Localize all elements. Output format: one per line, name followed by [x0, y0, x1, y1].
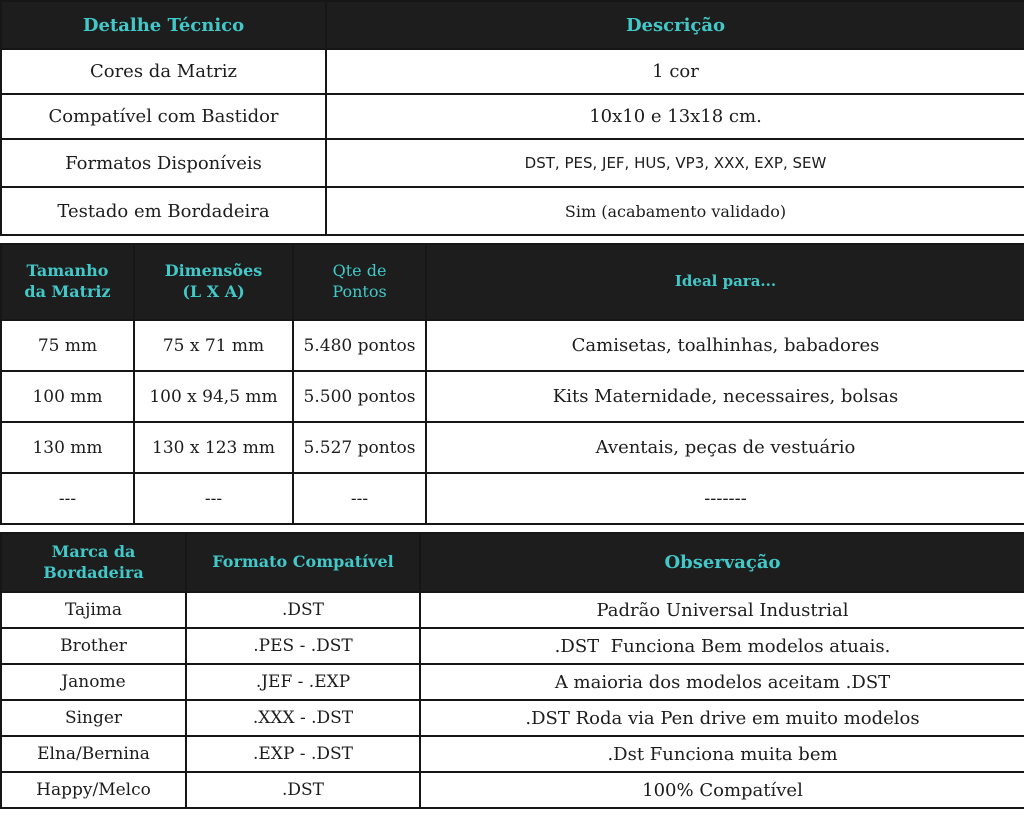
- detail-value: DST, PES, JEF, HUS, VP3, XXX, EXP, SEW: [326, 139, 1024, 187]
- observation-cell: 100% Compatível: [420, 772, 1024, 808]
- brand-cell: Brother: [1, 628, 186, 664]
- brand-header-line1: Marca da: [51, 541, 136, 561]
- table-row: [1, 628, 1024, 664]
- observation-cell: .DST Roda via Pen drive em muito modelos: [420, 700, 1024, 736]
- dimensions-cell: 75 x 71 mm: [134, 320, 293, 371]
- detail-label: Cores da Matriz: [1, 49, 326, 94]
- brand-cell: Happy/Melco: [1, 772, 186, 808]
- table-row: [1, 371, 1024, 422]
- size-header-line2: da Matriz: [24, 282, 111, 301]
- format-header: Formato Compatível: [186, 533, 420, 592]
- header-row: [1, 244, 1024, 320]
- table-row: [1, 736, 1024, 772]
- size-cell: 130 mm: [1, 422, 134, 473]
- dimensions-cell: 100 x 94,5 mm: [134, 371, 293, 422]
- table-row: [1, 320, 1024, 371]
- table-row: [1, 700, 1024, 736]
- detail-label: Compatível com Bastidor: [1, 94, 326, 139]
- observation-cell: .DST Funciona Bem modelos atuais.: [420, 628, 1024, 664]
- table-row: [1, 187, 1024, 235]
- description-header: Descrição: [326, 1, 1024, 49]
- table-row: [1, 664, 1024, 700]
- brand-cell: Tajima: [1, 592, 186, 628]
- matrix-sizes-table: [0, 243, 1024, 525]
- ideal-for-header: Ideal para...: [426, 244, 1024, 320]
- ideal-for-cell: Aventais, peças de vestuário: [426, 422, 1024, 473]
- observation-cell: .Dst Funciona muita bem: [420, 736, 1024, 772]
- dimensions-header-line1: Dimensões: [164, 261, 263, 281]
- format-cell: .JEF - .EXP: [186, 664, 420, 700]
- table-row: [1, 49, 1024, 94]
- dimensions-cell: ---: [134, 473, 293, 524]
- dimensions-cell: 130 x 123 mm: [134, 422, 293, 473]
- brand-header: [1, 533, 186, 592]
- detail-value: Sim (acabamento validado): [326, 187, 1024, 235]
- dimensions-header: [134, 244, 293, 320]
- points-cell: 5.480 pontos: [293, 320, 426, 371]
- detail-value: 1 cor: [326, 49, 1024, 94]
- ideal-for-cell: Kits Maternidade, necessaires, bolsas: [426, 371, 1024, 422]
- format-cell: .DST: [186, 772, 420, 808]
- points-cell: 5.500 pontos: [293, 371, 426, 422]
- table-row: [1, 772, 1024, 808]
- observation-header: Observação: [420, 533, 1024, 592]
- header-row: [1, 533, 1024, 592]
- table-row: [1, 422, 1024, 473]
- observation-cell: Padrão Universal Industrial: [420, 592, 1024, 628]
- brand-cell: Janome: [1, 664, 186, 700]
- format-cell: .PES - .DST: [186, 628, 420, 664]
- detail-header: Detalhe Técnico: [1, 1, 326, 49]
- format-cell: .EXP - .DST: [186, 736, 420, 772]
- brand-cell: Singer: [1, 700, 186, 736]
- format-cell: .DST: [186, 592, 420, 628]
- brand-header-line2: Bordadeira: [43, 562, 144, 582]
- size-cell: 75 mm: [1, 320, 134, 371]
- size-cell: 100 mm: [1, 371, 134, 422]
- table-row: [1, 592, 1024, 628]
- dimensions-header-line2: (L X A): [182, 282, 245, 301]
- size-cell: ---: [1, 473, 134, 524]
- points-header-line1: Qte de: [332, 261, 387, 281]
- technical-details-table: [0, 0, 1024, 236]
- table-row: [1, 94, 1024, 139]
- format-cell: .XXX - .DST: [186, 700, 420, 736]
- size-header-line1: Tamanho: [26, 261, 109, 281]
- table-row: [1, 139, 1024, 187]
- detail-label: Testado em Bordadeira: [1, 187, 326, 235]
- detail-value: 10x10 e 13x18 cm.: [326, 94, 1024, 139]
- header-row: [1, 1, 1024, 49]
- detail-label: Formatos Disponíveis: [1, 139, 326, 187]
- points-header: [293, 244, 426, 320]
- table-row: [1, 473, 1024, 524]
- observation-cell: A maioria dos modelos aceitam .DST: [420, 664, 1024, 700]
- points-cell: ---: [293, 473, 426, 524]
- brand-cell: Elna/Bernina: [1, 736, 186, 772]
- ideal-for-cell: -------: [426, 473, 1024, 524]
- size-header: [1, 244, 134, 320]
- machine-brands-table: [0, 532, 1024, 809]
- points-header-line2: Pontos: [332, 282, 387, 301]
- ideal-for-cell: Camisetas, toalhinhas, babadores: [426, 320, 1024, 371]
- points-cell: 5.527 pontos: [293, 422, 426, 473]
